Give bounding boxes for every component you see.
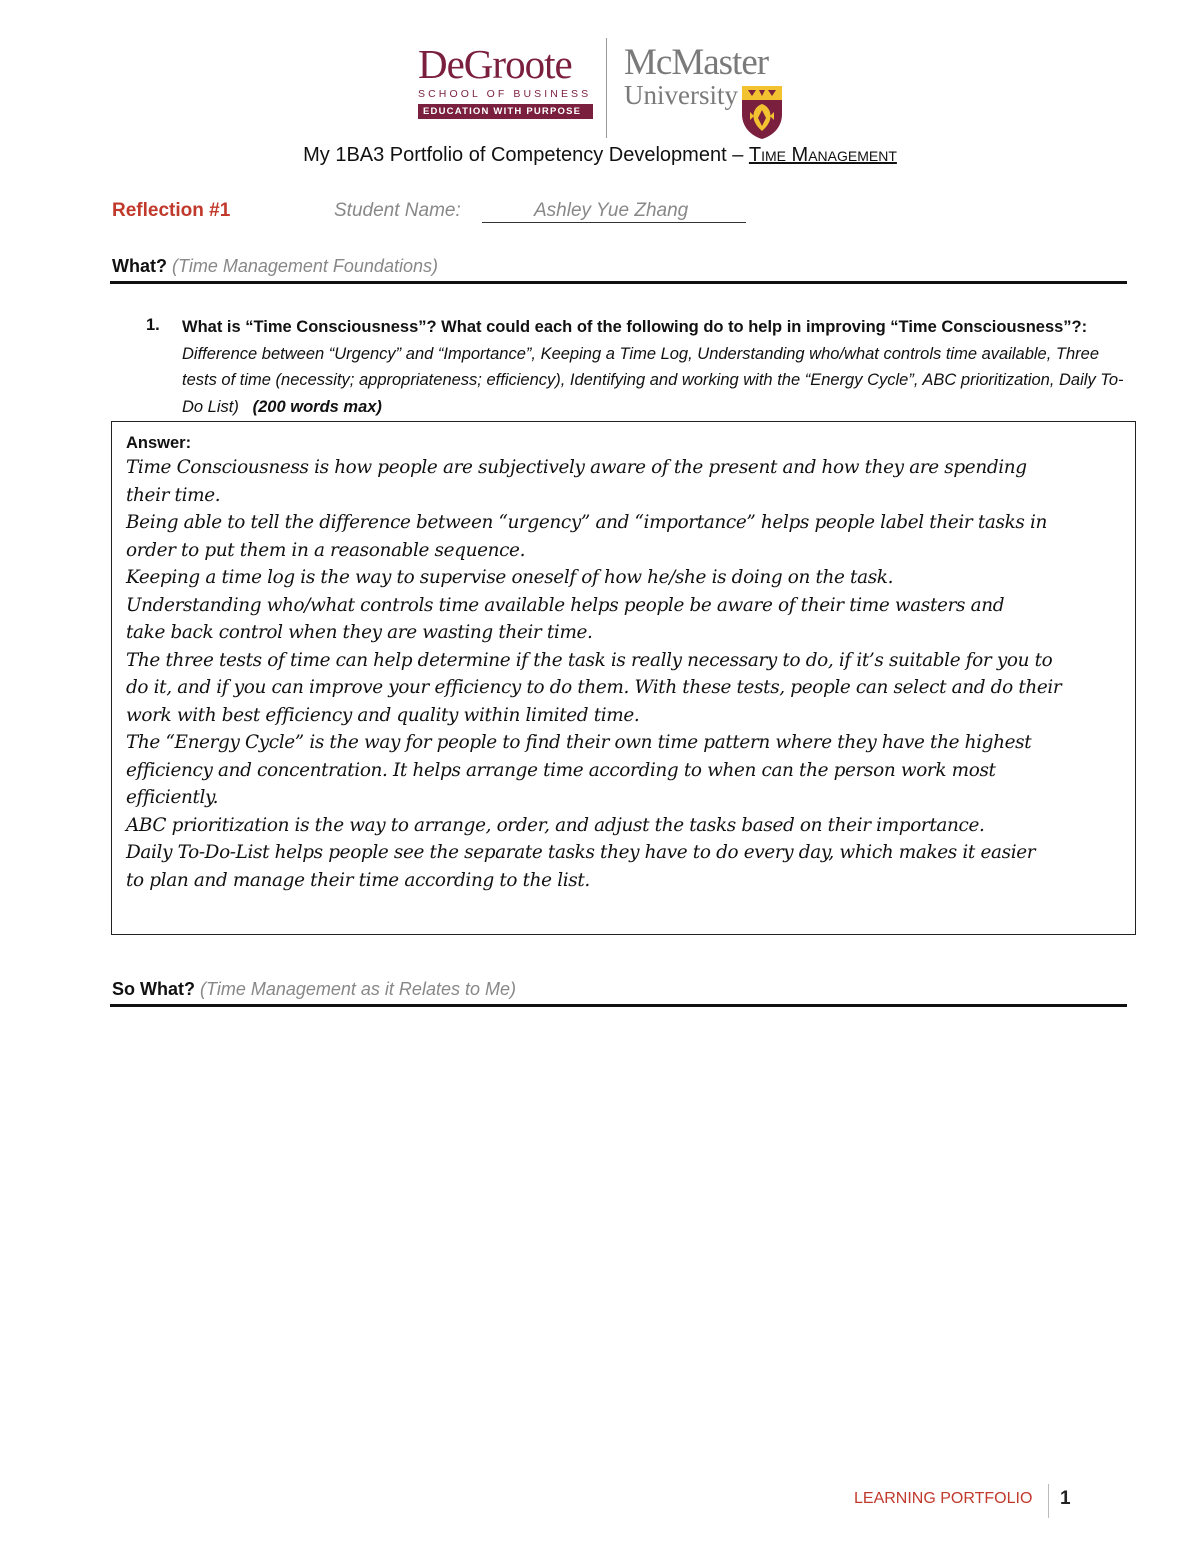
section-so-what-title: So What? [112, 979, 195, 999]
answer-line: efficiency and concentration. It helps arrange time according to when can the person work most [126, 759, 996, 781]
logo-divider [606, 38, 607, 138]
answer-line: The “Energy Cycle” is the way for people to find their own time pattern where they have the highest [126, 732, 1032, 753]
university-crest-icon [740, 84, 784, 140]
page-title-prefix: My 1BA3 Portfolio of Competency Development – [303, 144, 749, 166]
reflection-label: Reflection #1 [112, 200, 231, 221]
answer-line: ABC prioritization is the way to arrange, order, and adjust the tasks based on their importance. [126, 814, 985, 836]
answer-line: Being able to tell the difference between “urgency” and “importance” helps people label their tasks in [126, 512, 1047, 533]
question-word-limit: (200 words max) [252, 397, 382, 416]
answer-line: work with best efficiency and quality within limited time. [126, 704, 640, 726]
section-what-subtitle: (Time Management Foundations) [172, 256, 438, 276]
section-what-title: What? [112, 256, 167, 276]
page-number: 1 [1060, 1488, 1071, 1509]
header-logos [418, 36, 798, 146]
answer-line: take back control when they are wasting their time. [126, 622, 593, 643]
section-so-what-rule [110, 1004, 1127, 1007]
section-so-what-subtitle: (Time Management as it Relates to Me) [200, 979, 516, 999]
question-prompt-items: Difference between “Urgency” and “Importance”, Keeping a Time Log, Understanding who/what controls time available, Three tests of time (necessity; appropriateness; efficiency), Identifying and working with the “Energy Cycle”, ABC prioritization, Daily To-Do List) [182, 344, 1124, 416]
answer-label: Answer: [126, 434, 192, 452]
section-so-what-heading [112, 979, 516, 1000]
student-name-field[interactable]: Ashley Yue Zhang [482, 200, 746, 223]
answer-line: order to put them in a reasonable sequence. [126, 539, 526, 561]
answer-line: to plan and manage their time according to the list. [126, 869, 590, 891]
question-prompt [182, 314, 1127, 420]
answer-line: Daily To-Do-List helps people see the separate tasks they have to do every day, which makes it easier [126, 842, 1036, 863]
footer-divider [1048, 1484, 1049, 1518]
answer-line: their time. [126, 484, 221, 506]
degroote-tagline: EDUCATION WITH PURPOSE [418, 104, 593, 119]
section-what-heading [112, 256, 438, 277]
degroote-logo [418, 41, 596, 119]
question-number: 1. [146, 316, 160, 334]
degroote-name: DeGroote [418, 41, 572, 87]
mcmaster-logo [624, 44, 798, 111]
answer-line: do it, and if you can improve your efficiency to do them. With these tests, people can select and do their [126, 677, 1062, 698]
answer-line: The three tests of time can help determine if the task is really necessary to do, if it’s suitable for you to [126, 649, 1053, 671]
degroote-school: SCHOOL OF BUSINESS [418, 88, 592, 100]
student-name-label: Student Name: [334, 200, 461, 221]
page-title-topic: Time Management [748, 144, 897, 166]
footer-label: LEARNING PORTFOLIO [854, 1490, 1033, 1507]
page-title [0, 144, 1200, 167]
answer-line: efficiently. [126, 787, 219, 808]
mcmaster-name: McMaster [624, 42, 769, 83]
section-what-rule [110, 281, 1127, 284]
answer-line: Time Consciousness is how people are subjectively aware of the present and how they are spending [126, 457, 1027, 478]
answer-line: Keeping a time log is the way to supervise oneself of how he/she is doing on the task. [126, 567, 894, 588]
answer-box[interactable] [111, 421, 1136, 935]
answer-line: Understanding who/what controls time available helps people be aware of their time wasters and [126, 594, 1005, 616]
mcmaster-university: University [624, 80, 738, 110]
question-prompt-bold: What is “Time Consciousness”? What could each of the following do to help in improving “Time Consciousness”?: [182, 318, 1088, 336]
